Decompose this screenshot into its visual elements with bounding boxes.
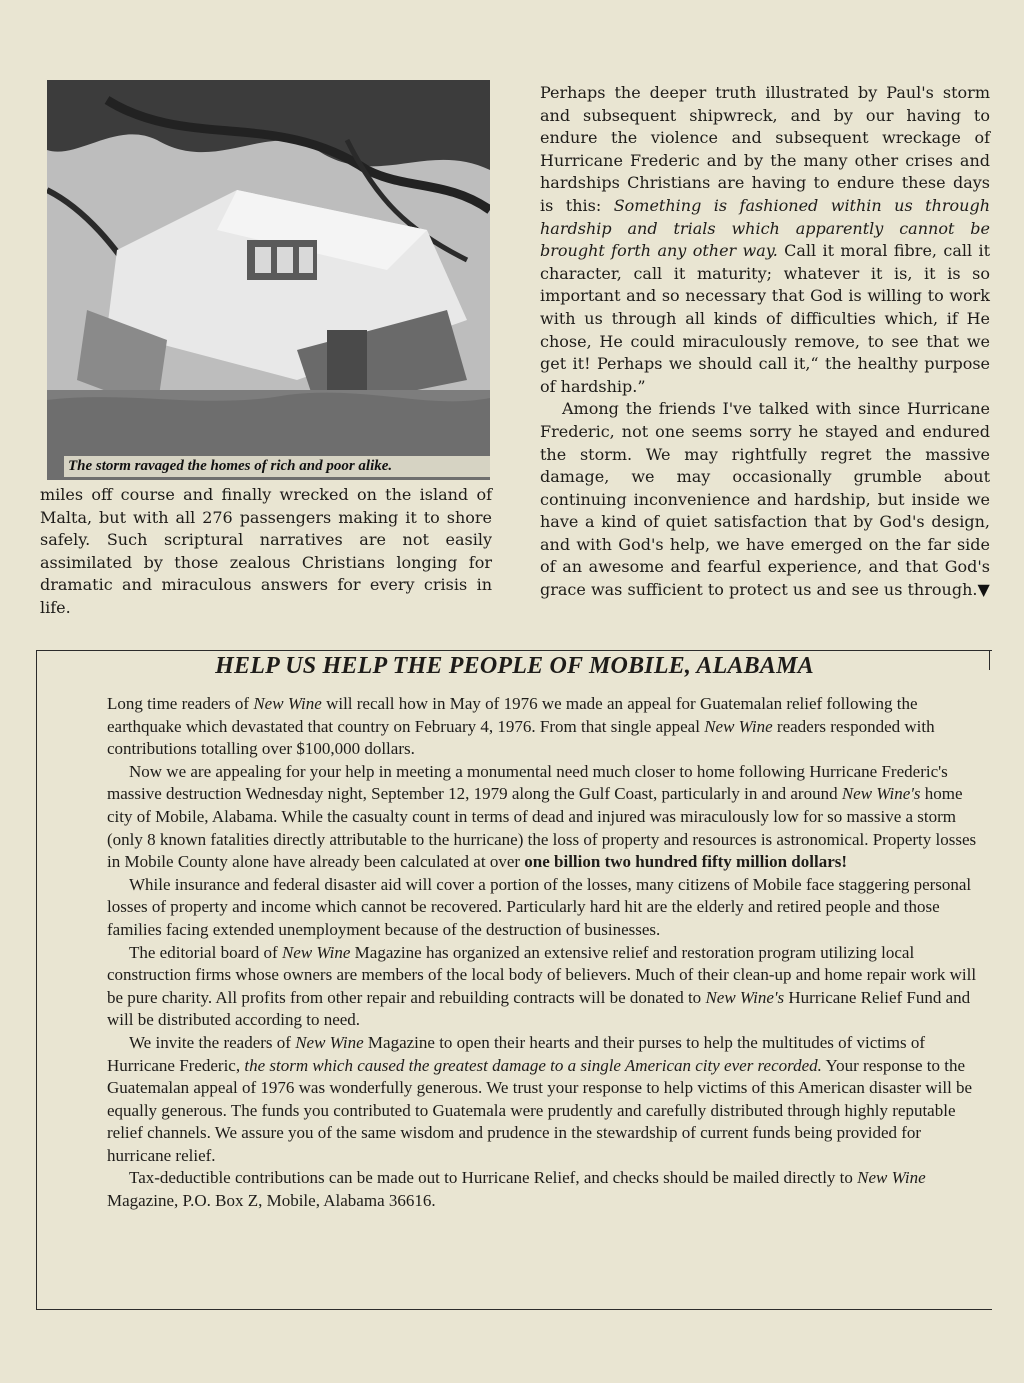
end-of-article-icon: ▼: [977, 580, 990, 600]
right-column: [540, 82, 990, 602]
appeal-paragraph-1: Long time readers of New Wine will recall how in May of 1976 we made an appeal for Guatemalan relief following the earthquake which devastated that country on February 4, 1976. From that single appeal New Wine readers responded with contributions totalling over $100,000 dollars.: [107, 694, 935, 759]
appeal-paragraph-2: Now we are appealing for your help in meeting a monumental need much closer to home following Hurricane Frederic's massive destruction Wednesday night, September 12, 1979 along the Gulf Coast, particularly in and around New Wine's home city of Mobile, Alabama. While the casualty count in terms of dead and injured was miraculously low for so massive a storm (only 8 known fatalities directly attributable to the hurricane) the loss of property and resources is astronomical. Property losses in Mobile County alone have already been calculated at over one billion two hundred fifty million dollars!: [107, 761, 977, 872]
appeal-paragraph-3: While insurance and federal disaster aid will cover a portion of the losses, many citizens of Mobile face staggering personal losses of property and income which cannot be recovered. Particularly hard hit are the elderly and retired people and those families facing extended unemployment because of the destruction of businesses.: [107, 874, 972, 939]
right-paragraph-2: Among the friends I've talked with since Hurricane Frederic, not one seems sorry he stayed and endured the storm. We may rightfully regret the massive damage, we may occasionally grumble about continuing inconvenience and hardship, but inside we have a kind of quiet satisfaction that by God's design, and with God's help, we have emerged on the far side of an awesome and fearful experience, and that God's grace was sufficient to protect us and see us through.▼: [540, 399, 990, 600]
box-title: HELP US HELP THE PEOPLE OF MOBILE, ALABAMA: [215, 653, 814, 679]
appeal-paragraph-6: Tax-deductible contributions can be made out to Hurricane Relief, and checks should be mailed directly to New Wine Magazine, P.O. Box Z, Mobile, Alabama 36616.: [107, 1168, 926, 1211]
appeal-paragraph-4: The editorial board of New Wine Magazine has organized an extensive relief and restoration program utilizing local construction firms whose owners are members of the local body of believers. Much of their clean-up and home repair work will be pure charity. All profits from other repair and rebuilding contracts will be donated to New Wine's Hurricane Relief Fund and will be distributed according to need.: [107, 942, 977, 1030]
photo-illustration: [47, 80, 490, 480]
storm-damage-photo: [47, 80, 490, 480]
appeal-paragraph-5: We invite the readers of New Wine Magazine to open their hearts and their purses to help the multitudes of victims of Hurricane Frederic, the storm which caused the greatest damage to a single American city ever recorded. Your response to the Guatemalan appeal of 1976 was wonderfully generous. We trust your response to help victims of this American disaster will be equally generous. The funds you contributed to Guatemala were prudently and carefully distributed through highly reputable relief channels. We assure you of the same wisdom and prudence in the stewardship of current funds being provided for hurricane relief.: [107, 1032, 973, 1165]
box-corner-rule: [989, 650, 990, 670]
photo-caption: The storm ravaged the homes of rich and poor alike.: [64, 456, 492, 477]
relief-appeal-box: [36, 650, 992, 1310]
box-body: [107, 693, 977, 1213]
right-paragraph-1: Perhaps the deeper truth illustrated by Paul's storm and subsequent shipwreck, and by our having to endure the violence and subsequent wreckage of Hurricane Frederic and by the many other crises and hardships Christians are having to endure these days is this: Something is fashioned within us through hardship and trials which apparently cannot be brought forth any other way. Call it moral fibre, call it character, call it maturity; whatever it is, it is so important and so necessary that God is willing to work with us through all kinds of difficulties which, if He chose, He could miraculously remove, to see that we get it! Perhaps we should call it,“ the healthy purpose of hardship.”: [540, 83, 991, 396]
left-column-text: miles off course and finally wrecked on the island of Malta, but with all 276 passengers making it to shore safely. Such scriptural narratives are not easily assimilated by those zealous Christians longing for dramatic and miraculous answers for every crisis in life.: [40, 485, 492, 617]
